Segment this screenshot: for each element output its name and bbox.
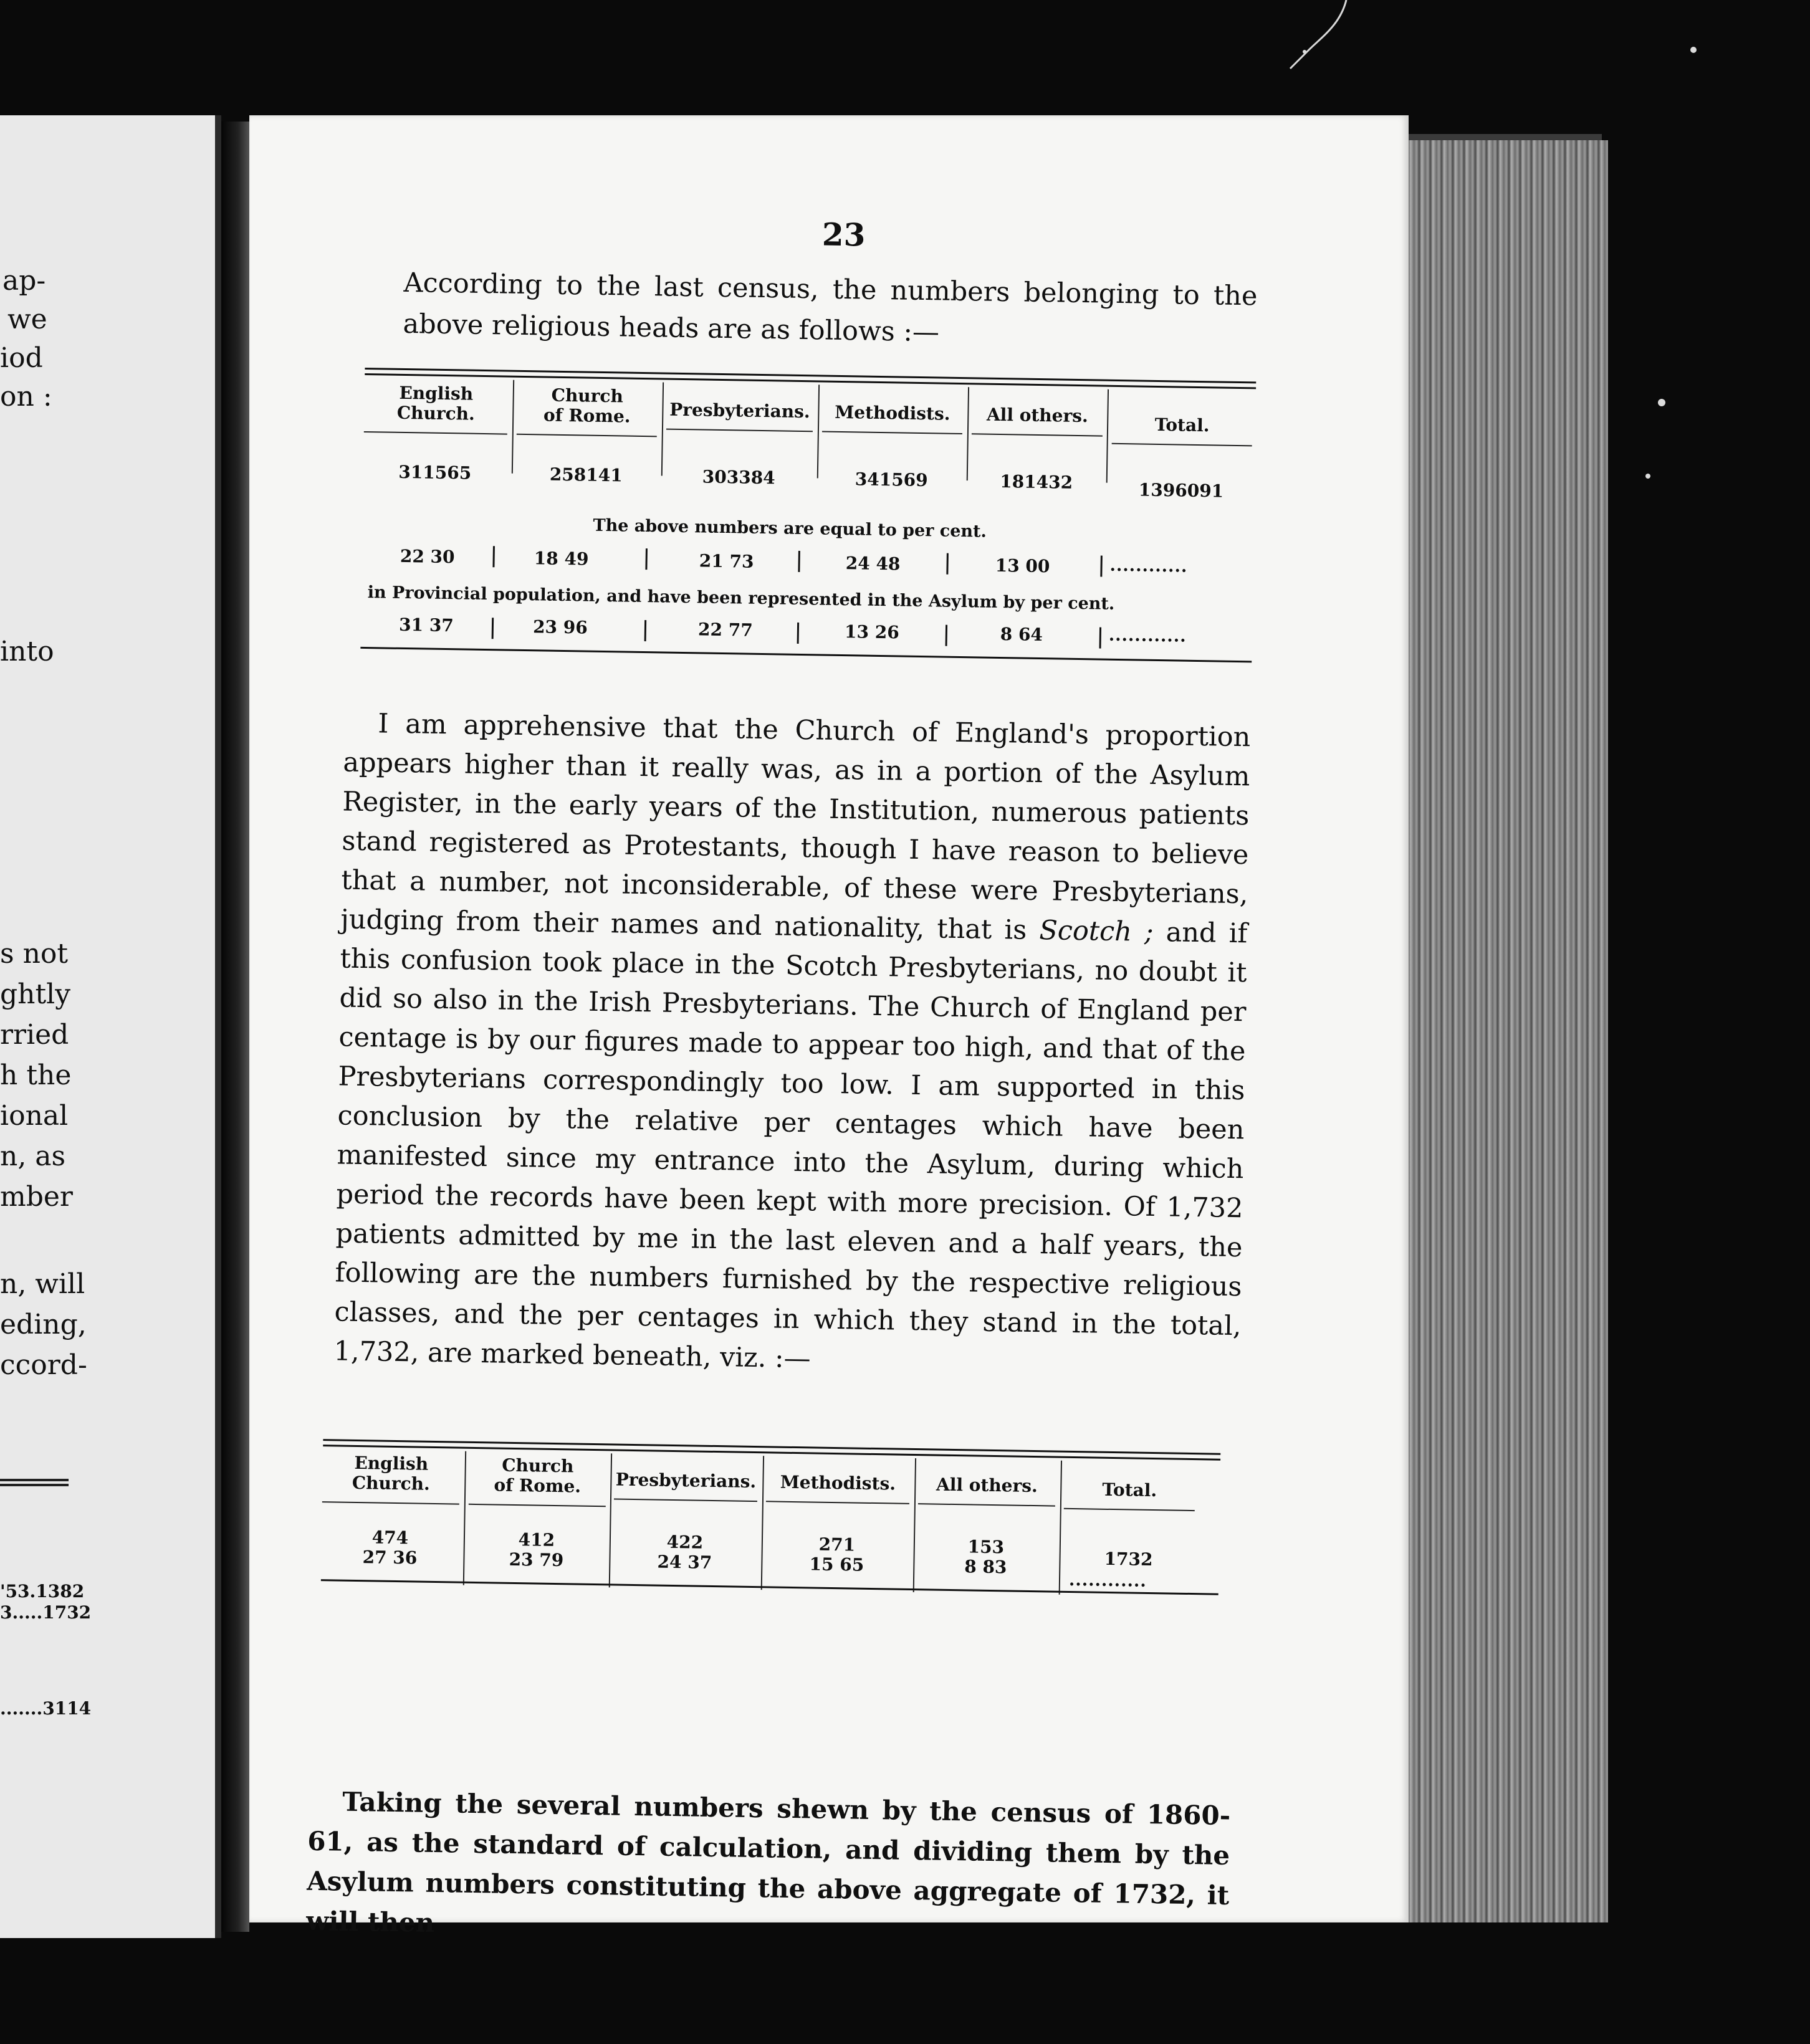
main-paragraph-part-b: and if this confusion took place in the Scotch Presbyterians, no doubt it did so also in the Irish Presbyterians. The Church of England per centage is by our figures made to appear too high, and that of the Presbyterians correspondingly too low. I am supported in this conclusion by the relative per centages which have been manifested since my entrance into the Asylum, during which period the records have been kept with more precision. Of 1,732 patients admitted by me in the last eleven and a half years, the following are the numbers furnished by the respective religious classes, and the per centages in which they stand in the total, 1,732, are marked beneath, viz. :— — [333, 916, 1248, 1375]
header-church-of-rome: Church of Rome. — [469, 1455, 606, 1507]
intro-paragraph: According to the last census, the numbers belonging to the above religious heads are as follows :— — [403, 267, 1258, 348]
percent-total-dots: ............ — [1109, 555, 1188, 576]
page-number: 23 — [821, 216, 866, 254]
left-fragment: rried — [0, 1019, 69, 1051]
cell-separator — [645, 548, 648, 570]
left-table-rule — [0, 1479, 69, 1481]
header-english-church: English Church. — [322, 1453, 460, 1504]
left-fragment: ccord- — [0, 1349, 87, 1381]
percent-english-church: 22 30 — [400, 545, 455, 568]
left-fragment: mber — [0, 1181, 73, 1213]
left-fragment: on : — [0, 381, 52, 413]
header-total: Total. — [1112, 414, 1253, 447]
header-presbyterians: Presbyterians. — [614, 1469, 758, 1502]
dust-speck — [1645, 474, 1650, 479]
header-all-others: All others. — [972, 404, 1103, 436]
table-header-row — [363, 378, 1256, 460]
header-methodists: Methodists. — [822, 403, 963, 435]
count-english-church: 474 — [371, 1527, 409, 1549]
header-presbyterians: Presbyterians. — [666, 400, 813, 432]
closing-paragraph-text: Taking the several numbers shewn by the census of 1860-61, as the standard of calculation, and dividing them by the Asylum numbers constituting the above aggregate of 1732, it will then — [305, 1786, 1231, 1939]
percent-methodists: 15 65 — [809, 1554, 864, 1575]
left-facing-page — [0, 115, 221, 1938]
main-paragraph-italic: Scotch ; — [1039, 915, 1154, 948]
cell-separator — [492, 546, 495, 567]
count-all-others: 153 — [967, 1536, 1005, 1558]
dust-speck — [1690, 47, 1697, 53]
cell-separator — [492, 618, 494, 639]
count-total: 1396091 — [1138, 479, 1224, 502]
percent-all-others: 8 83 — [964, 1556, 1007, 1578]
percent-presbyterians: 21 73 — [699, 550, 754, 572]
asylum-percent-english-church: 31 37 — [398, 614, 454, 636]
header-methodists: Methodists. — [766, 1472, 910, 1504]
left-fragment: iod — [0, 342, 43, 374]
main-paragraph-part-a: I am apprehensive that the Church of England's proportion appears higher than it really was, as in a portion of the Asylum Register, in the early years of the Institution, numerous patients stand registered as Protestants, though I have reason to believe that a number, not inconsiderable, of these were Presbyterians, judging from their names and nationality, that is — [340, 708, 1251, 947]
count-methodists: 271 — [818, 1534, 856, 1555]
census-table — [363, 368, 1256, 646]
left-fragment: 3.....1732 — [0, 1602, 92, 1623]
asylum-percent-methodists: 13 26 — [844, 621, 899, 643]
left-fragment: we — [7, 303, 47, 335]
percent-church-of-rome: 18 49 — [534, 548, 589, 570]
dust-speck — [1658, 399, 1665, 406]
cell-separator — [946, 553, 949, 575]
count-presbyterians: 303384 — [702, 466, 775, 489]
count-presbyterians: 422 — [666, 1531, 704, 1553]
cell-separator — [1100, 556, 1103, 577]
table-note-provincial: in Provincial population, and have been represented in the Asylum by per cent. — [367, 583, 1115, 614]
percent-english-church: 27 36 — [362, 1547, 418, 1569]
count-total: 1732 — [1104, 1548, 1153, 1570]
asylum-percent-presbyterians: 22 77 — [697, 619, 754, 641]
count-all-others: 181432 — [999, 470, 1073, 493]
percent-presbyterians: 24 37 — [657, 1551, 712, 1573]
left-fragment: ional — [0, 1100, 69, 1132]
left-fragment: h the — [0, 1059, 72, 1091]
left-fragment: ghtly — [0, 978, 71, 1010]
asylum-percent-church-of-rome: 23 96 — [532, 616, 588, 638]
left-table-rule — [0, 1484, 69, 1486]
count-church-of-rome: 412 — [518, 1529, 555, 1550]
percent-methodists: 24 48 — [845, 553, 901, 575]
left-fragment: '53.1382 — [0, 1581, 85, 1602]
page-edges — [1402, 140, 1608, 1922]
left-fragment: .......3114 — [0, 1698, 92, 1719]
percent-all-others: 13 00 — [995, 555, 1050, 577]
cell-separator — [798, 551, 800, 572]
left-fragment: ap- — [2, 265, 46, 297]
cell-separator — [644, 620, 647, 641]
cell-separator — [946, 625, 948, 646]
table-header-row — [322, 1449, 1220, 1532]
cell-separator — [1099, 628, 1102, 649]
closing-paragraph — [306, 1782, 1231, 1956]
count-english-church: 311565 — [398, 461, 472, 484]
header-church-of-rome: Church of Rome. — [517, 385, 658, 437]
header-total: Total. — [1064, 1479, 1195, 1511]
asylum-table — [322, 1439, 1220, 1591]
count-church-of-rome: 258141 — [549, 464, 623, 486]
asylum-percent-total-dots: ............ — [1108, 625, 1187, 646]
left-fragment: eding, — [0, 1309, 87, 1340]
header-english-church: English Church. — [364, 383, 508, 435]
left-fragment: n, as — [0, 1140, 66, 1172]
asylum-percent-all-others: 8 64 — [1000, 624, 1043, 646]
book-gutter — [221, 122, 249, 1932]
percent-church-of-rome: 23 79 — [509, 1549, 564, 1571]
cell-separator — [797, 623, 800, 644]
hair-scratch — [1271, 0, 1371, 75]
count-methodists: 341569 — [855, 469, 928, 491]
main-paragraph — [333, 704, 1251, 1386]
left-fragment: into — [0, 636, 54, 667]
percent-total-dots: ............ — [1068, 1570, 1147, 1591]
header-all-others: All others. — [918, 1474, 1056, 1506]
table-note-equal: The above numbers are equal to per cent. — [593, 515, 987, 542]
left-fragment: s not — [0, 938, 69, 970]
left-fragment: n, will — [0, 1268, 85, 1300]
